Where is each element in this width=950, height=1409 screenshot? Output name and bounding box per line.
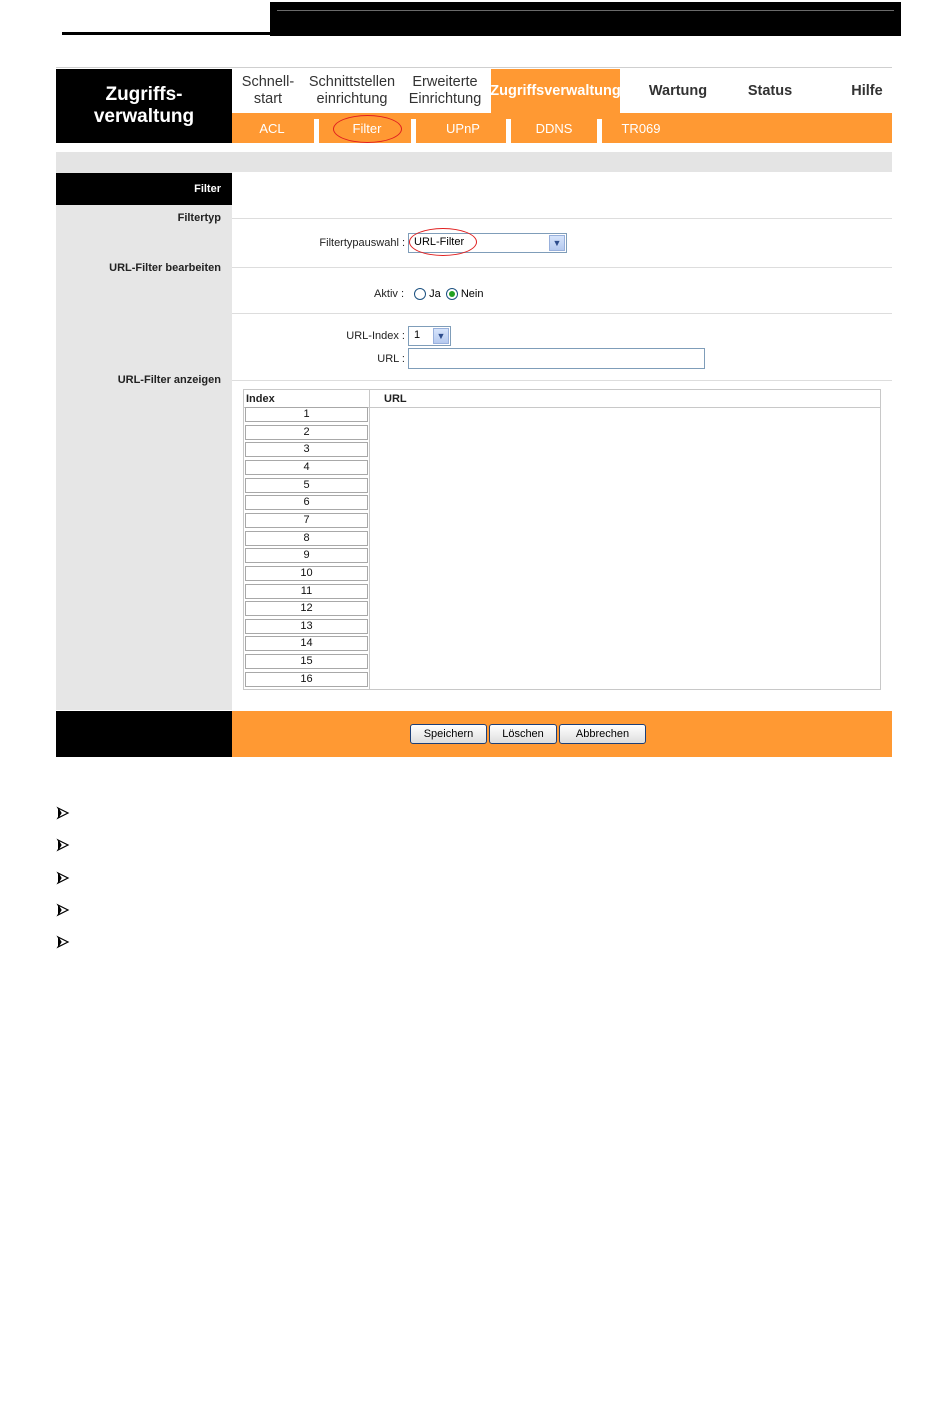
table-row-index: 13 (245, 619, 368, 634)
table-row-index: 7 (245, 513, 368, 528)
active-radio-group (414, 288, 483, 300)
arrow-bullet-icon (56, 935, 70, 949)
arrow-bullet-icon (56, 903, 70, 917)
table-row-index: 9 (245, 548, 368, 563)
active-no-label: Nein (460, 288, 484, 300)
tab-maintenance[interactable]: Wartung (648, 82, 708, 99)
header-inner-line (277, 10, 894, 11)
footer-left (56, 711, 232, 757)
section-url-filter-show: URL-Filter anzeigen (117, 374, 221, 386)
chevron-down-icon[interactable]: ▼ (549, 235, 565, 251)
table-row-index: 6 (245, 495, 368, 510)
divider (232, 267, 892, 268)
url-label: URL : (377, 353, 405, 365)
tab-status[interactable]: Status (747, 82, 793, 99)
url-index-value: 1 (414, 329, 421, 341)
top-divider (56, 67, 892, 68)
delete-button[interactable]: Löschen (489, 724, 557, 744)
table-row-index: 16 (245, 672, 368, 687)
section-header-filter: Filter (56, 173, 232, 205)
subnav-separator (314, 119, 319, 143)
arrow-bullet-icon (56, 838, 70, 852)
subtab-upnp[interactable]: UPnP (446, 120, 480, 136)
subnav-separator (411, 119, 416, 143)
left-label-column (56, 172, 232, 710)
tab-interface-setup[interactable]: Schnittstellen einrichtung (308, 74, 396, 107)
subtab-acl[interactable]: ACL (259, 120, 285, 136)
tab-advanced-setup[interactable]: Erweiterte Einrichtung (408, 74, 482, 107)
subnav-separator (597, 119, 602, 143)
table-row-index: 15 (245, 654, 368, 669)
divider (232, 313, 892, 314)
chevron-down-icon[interactable]: ▼ (433, 328, 449, 344)
filter-type-label: Filtertypauswahl : (319, 237, 405, 249)
table-row-index: 14 (245, 636, 368, 651)
active-yes-label: Ja (429, 288, 441, 300)
filter-type-value: URL-Filter (414, 236, 465, 248)
filter-type-highlight-circle (409, 228, 477, 256)
save-button[interactable]: Speichern (410, 724, 487, 744)
url-index-select[interactable] (408, 326, 451, 346)
filter-highlight-circle (333, 115, 402, 143)
table-row-index: 3 (245, 442, 368, 457)
table-row-index: 5 (245, 478, 368, 493)
divider (232, 380, 892, 381)
arrow-bullet-icon (56, 806, 70, 820)
subnav-separator (506, 119, 511, 143)
active-yes-radio[interactable] (414, 288, 426, 300)
active-label: Aktiv : (374, 288, 404, 300)
page-title-line2: verwaltung (93, 106, 195, 127)
arrow-bullet-icon (56, 871, 70, 885)
section-filter-type: Filtertyp (177, 212, 221, 224)
table-row-index: 10 (245, 566, 368, 581)
header-bar (270, 2, 901, 36)
page-title (56, 69, 232, 143)
page-title-line1: Zugriffs- (105, 84, 183, 105)
table-column-divider (369, 390, 370, 689)
subtab-filter[interactable]: Filter (352, 120, 382, 136)
content-top-bar (56, 152, 892, 172)
url-input[interactable] (408, 348, 705, 369)
header-rule (62, 32, 270, 35)
tab-help[interactable]: Hilfe (851, 82, 883, 99)
divider (232, 218, 892, 219)
table-row-index: 12 (245, 601, 368, 616)
cancel-button[interactable]: Abbrechen (559, 724, 646, 744)
url-index-label: URL-Index : (346, 330, 405, 342)
table-row-index: 2 (245, 425, 368, 440)
table-header-url-cell (369, 390, 880, 408)
subtab-tr069[interactable]: TR069 (621, 120, 661, 136)
subtab-ddns[interactable]: DDNS (535, 120, 573, 136)
table-header-url: URL (384, 393, 407, 405)
tab-quick-start[interactable]: Schnell- start (241, 74, 295, 107)
section-url-filter-edit: URL-Filter bearbeiten (109, 262, 221, 274)
tab-access-management[interactable]: Zugriffsverwaltung (491, 69, 620, 113)
active-no-radio[interactable] (446, 288, 458, 300)
table-row-index: 1 (245, 407, 368, 422)
table-row-index: 8 (245, 531, 368, 546)
table-row-index: 11 (245, 584, 368, 599)
table-header-index: Index (246, 393, 275, 405)
table-row-index: 4 (245, 460, 368, 475)
